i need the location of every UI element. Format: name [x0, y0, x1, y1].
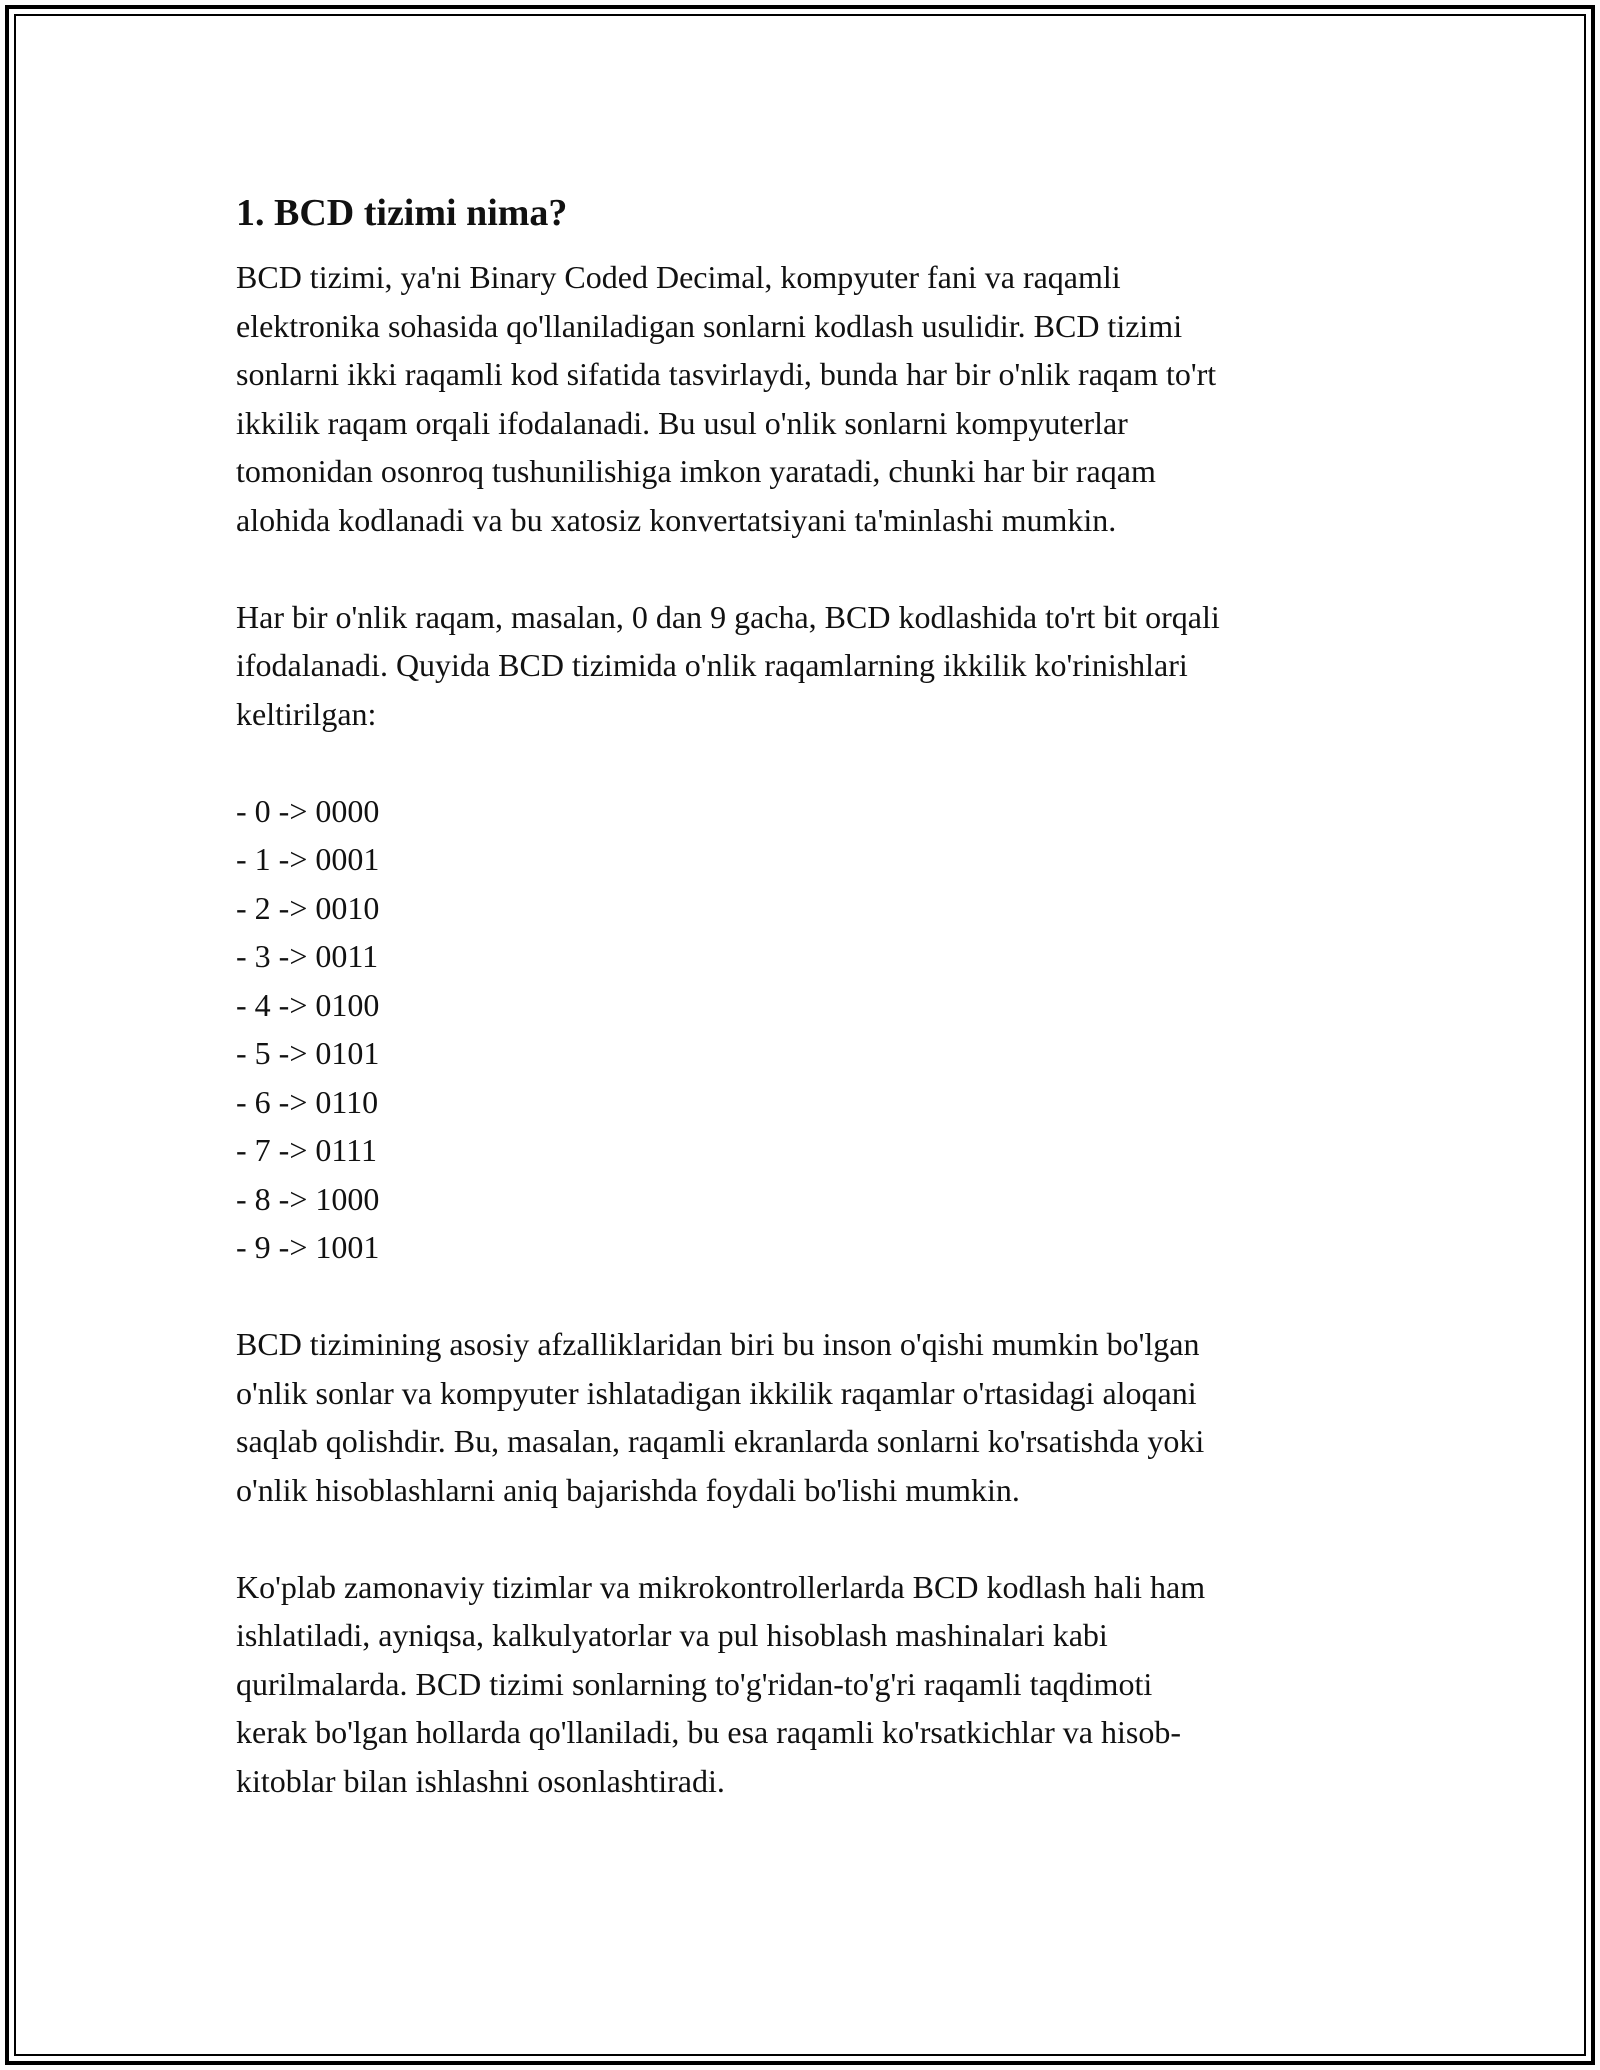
paragraph-line: ifodalanadi. Quyida BCD tizimida o'nlik raqamlarning ikkilik ko'rinishlari — [236, 647, 1188, 683]
paragraph-line: ikkilik raqam orqali ifodalanadi. Bu usul o'nlik sonlarni kompyuterlar — [236, 404, 1128, 441]
list-item: - 4 -> 0100 — [236, 986, 380, 1023]
bcd-list — [236, 787, 1376, 1272]
paragraph-advantages — [236, 1320, 1376, 1514]
paragraph-line: Ko'plab zamonaviy tizimlar va mikrokontrollerlarda BCD kodlash hali ham — [236, 1568, 1206, 1605]
list-item: - 0 -> 0000 — [236, 792, 380, 829]
paragraph-gap — [236, 1514, 1376, 1563]
paragraph-gap — [236, 738, 1376, 787]
list-item: - 1 -> 0001 — [236, 841, 380, 877]
paragraph-line: BCD tizimining asosiy afzalliklaridan biri bu inson o'qishi mumkin bo'lgan — [236, 1326, 1200, 1362]
paragraph-line: sonlarni ikki raqamli kod sifatida tasvirlaydi, bunda har bir o'nlik raqam to'rt — [236, 356, 1217, 392]
paragraph-gap — [236, 544, 1376, 593]
paragraph-intro — [236, 253, 1376, 544]
list-item: - 5 -> 0101 — [236, 1035, 380, 1071]
document-body — [236, 185, 1376, 1805]
list-item: - 2 -> 0010 — [236, 889, 380, 926]
paragraph-line: alohida kodlanadi va bu xatosiz konvertatsiyani ta'minlashi mumkin. — [236, 501, 1117, 538]
paragraph-line: elektronika sohasida qo'llaniladigan sonlarni kodlash usulidir. BCD tizimi — [236, 307, 1183, 344]
paragraph-line: qurilmalarda. BCD tizimi sonlarning to'g'ridan-to'g'ri raqamli taqdimoti — [236, 1665, 1153, 1702]
paragraph-gap — [236, 1272, 1376, 1321]
list-item: - 3 -> 0011 — [236, 938, 379, 974]
paragraph-line: keltirilgan: — [236, 695, 377, 732]
list-item: - 9 -> 1001 — [236, 1229, 380, 1265]
paragraph-digits — [236, 593, 1376, 739]
paragraph-line: ishlatiladi, ayniqsa, kalkulyatorlar va pul hisoblash mashinalari kabi — [236, 1617, 1108, 1653]
list-item: - 7 -> 0111 — [236, 1132, 377, 1168]
paragraph-line: kerak bo'lgan hollarda qo'llaniladi, bu esa raqamli ko'rsatkichlar va hisob- — [236, 1714, 1181, 1750]
paragraph-line: saqlab qolishdir. Bu, masalan, raqamli ekranlarda sonlarni ko'rsatishda yoki — [236, 1423, 1205, 1459]
paragraph-line: Har bir o'nlik raqam, masalan, 0 dan 9 gacha, BCD kodlashida to'rt bit orqali — [236, 598, 1220, 635]
paragraph-line: o'nlik hisoblashlarni aniq bajarishda foydali bo'lishi mumkin. — [236, 1471, 1020, 1508]
paragraph-line: kitoblar bilan ishlashni osonlashtiradi. — [236, 1762, 725, 1799]
paragraph-line: o'nlik sonlar va kompyuter ishlatadigan ikkilik raqamlar o'rtasidagi aloqani — [236, 1374, 1197, 1411]
list-item: - 6 -> 0110 — [236, 1083, 379, 1120]
section-heading: 1. BCD tizimi nima? — [236, 192, 568, 234]
list-item: - 8 -> 1000 — [236, 1180, 380, 1217]
paragraph-line: tomonidan osonroq tushunilishiga imkon yaratadi, chunki har bir raqam — [236, 453, 1156, 489]
paragraph-line: BCD tizimi, ya'ni Binary Coded Decimal, kompyuter fani va raqamli — [236, 259, 1121, 295]
paragraph-usage — [236, 1563, 1376, 1806]
